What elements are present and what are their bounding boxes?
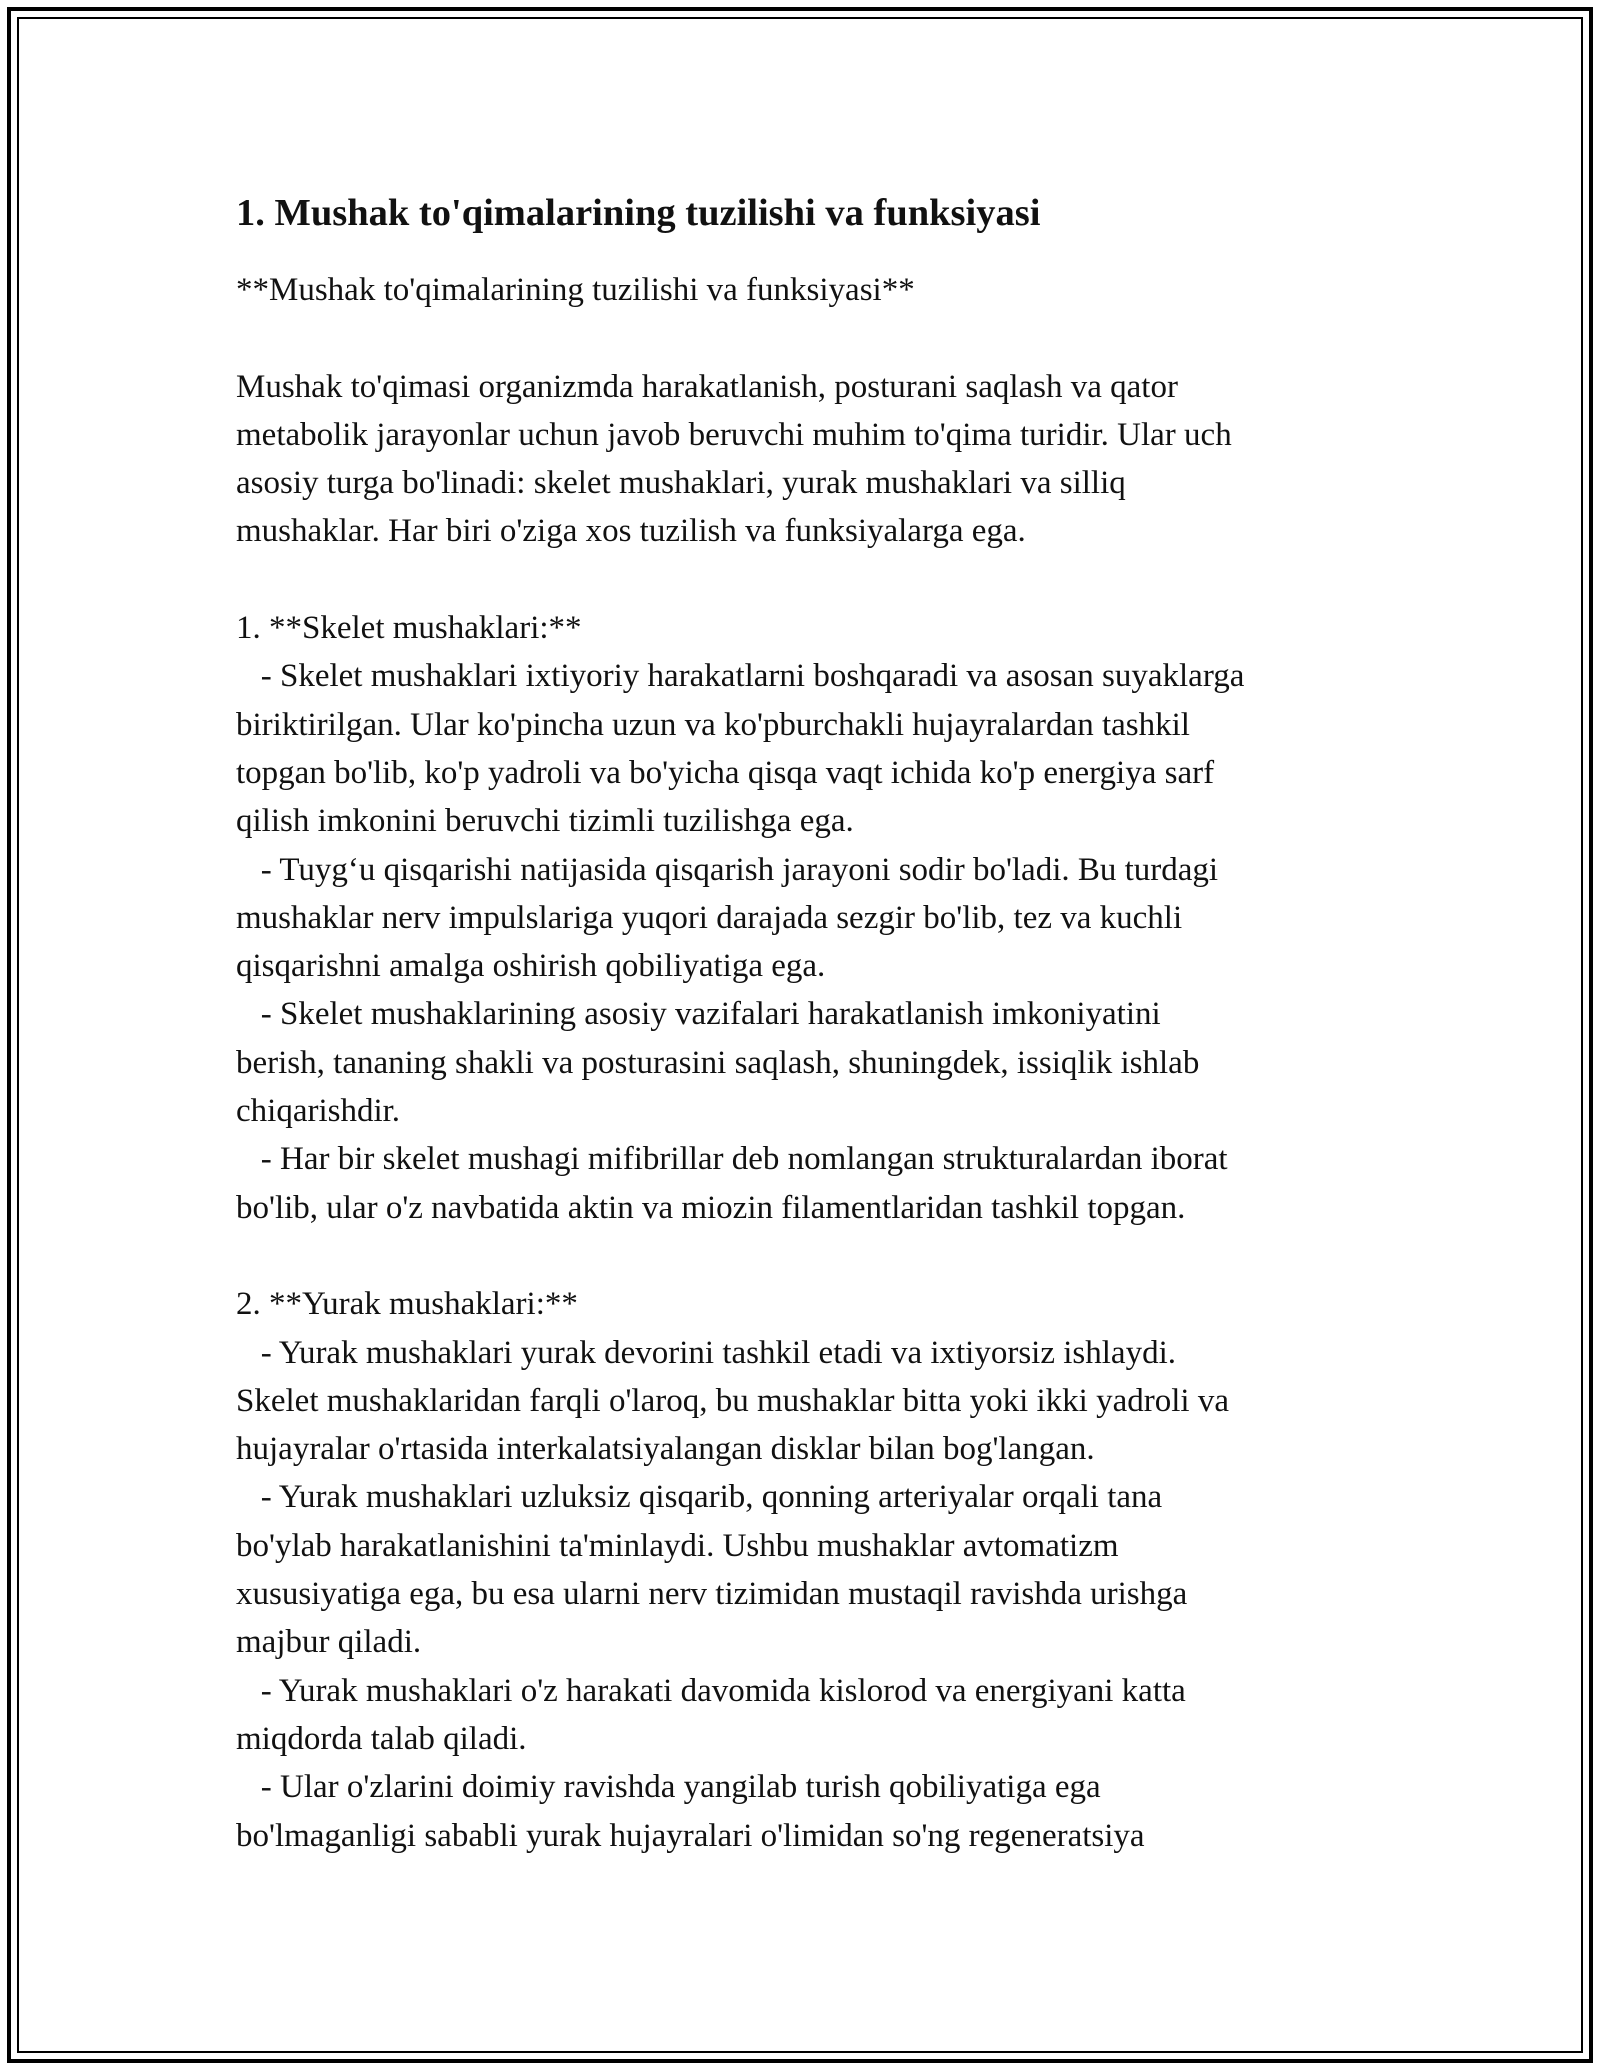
text-line: asosiy turga bo'linadi: skelet mushaklari, yurak mushaklari va silliq: [236, 465, 1126, 502]
text-line: mushaklar nerv impulslariga yuqori darajada sezgir bo'lib, tez va kuchli: [236, 899, 1183, 936]
document-body: [236, 180, 1376, 1860]
text-line: chiqarishdir.: [236, 1093, 401, 1130]
section-heading: 1. **Skelet mushaklari:**: [236, 610, 582, 647]
section-heading: 2. **Yurak mushaklari:**: [236, 1286, 578, 1323]
text-line: Skelet mushaklaridan farqli o'laroq, bu mushaklar bitta yoki ikki yadroli va: [236, 1382, 1229, 1419]
text-line: topgan bo'lib, ko'p yadroli va bo'yicha qisqa vaqt ichida ko'p energiya sarf: [236, 754, 1215, 791]
text-line: - Tuyg‘u qisqarishi natijasida qisqarish jarayoni sodir bo'ladi. Bu turdagi: [236, 851, 1219, 888]
text-line: bo'ylab harakatlanishini ta'minlaydi. Ushbu mushaklar avtomatizm: [236, 1527, 1119, 1564]
text-line: - Yurak mushaklari uzluksiz qisqarib, qonning arteriyalar orqali tana: [236, 1479, 1163, 1516]
text-line: miqdorda talab qiladi.: [236, 1720, 527, 1757]
text-line: Mushak to'qimasi organizmda harakatlanish, posturani saqlash va qator: [236, 368, 1178, 405]
text-line: - Yurak mushaklari yurak devorini tashkil etadi va ixtiyorsiz ishlaydi.: [236, 1334, 1176, 1371]
text-line: - Skelet mushaklarining asosiy vazifalari harakatlanish imkoniyatini: [236, 996, 1161, 1033]
text-line: majbur qiladi.: [236, 1624, 422, 1661]
text-line: metabolik jarayonlar uchun javob beruvchi muhim to'qima turidir. Ular uch: [236, 416, 1232, 453]
text-line: - Ular o'zlarini doimiy ravishda yangilab turish qobiliyatiga ega: [236, 1769, 1101, 1806]
blank-line: [236, 556, 1376, 604]
blank-line: [236, 1232, 1376, 1280]
text-line: mushaklar. Har biri o'ziga xos tuzilish va funksiyalarga ega.: [236, 513, 1026, 550]
text-line: qilish imkonini beruvchi tizimli tuzilishga ega.: [236, 803, 854, 840]
text-line: xususiyatiga ega, bu esa ularni nerv tizimidan mustaqil ravishda urishga: [236, 1576, 1188, 1613]
text-line: **Mushak to'qimalarining tuzilishi va funksiyasi**: [236, 272, 915, 308]
document-title: 1. Mushak to'qimalarining tuzilishi va funksiyasi: [236, 192, 1041, 234]
text-line: - Yurak mushaklari o'z harakati davomida kislorod va energiyani katta: [236, 1672, 1186, 1709]
text-line: bo'lmaganligi sababli yurak hujayralari o'limidan so'ng regeneratsiya: [236, 1817, 1145, 1854]
text-line: hujayralar o'rtasida interkalatsiyalangan disklar bilan bog'langan.: [236, 1431, 1095, 1468]
text-line: - Har bir skelet mushagi mifibrillar deb nomlangan strukturalardan iborat: [236, 1141, 1228, 1178]
blank-line: [236, 314, 1376, 362]
text-line: qisqarishni amalga oshirish qobiliyatiga ega.: [236, 948, 826, 985]
text-line: - Skelet mushaklari ixtiyoriy harakatlarni boshqaradi va asosan suyaklarga: [236, 658, 1245, 695]
document-text: [236, 266, 1376, 1860]
text-line: biriktirilgan. Ular ko'pincha uzun va ko'pburchakli hujayralardan tashkil: [236, 706, 1190, 743]
text-line: bo'lib, ular o'z navbatida aktin va miozin filamentlaridan tashkil topgan.: [236, 1189, 1186, 1226]
text-line: berish, tananing shakli va posturasini saqlash, shuningdek, issiqlik ishlab: [236, 1044, 1200, 1081]
